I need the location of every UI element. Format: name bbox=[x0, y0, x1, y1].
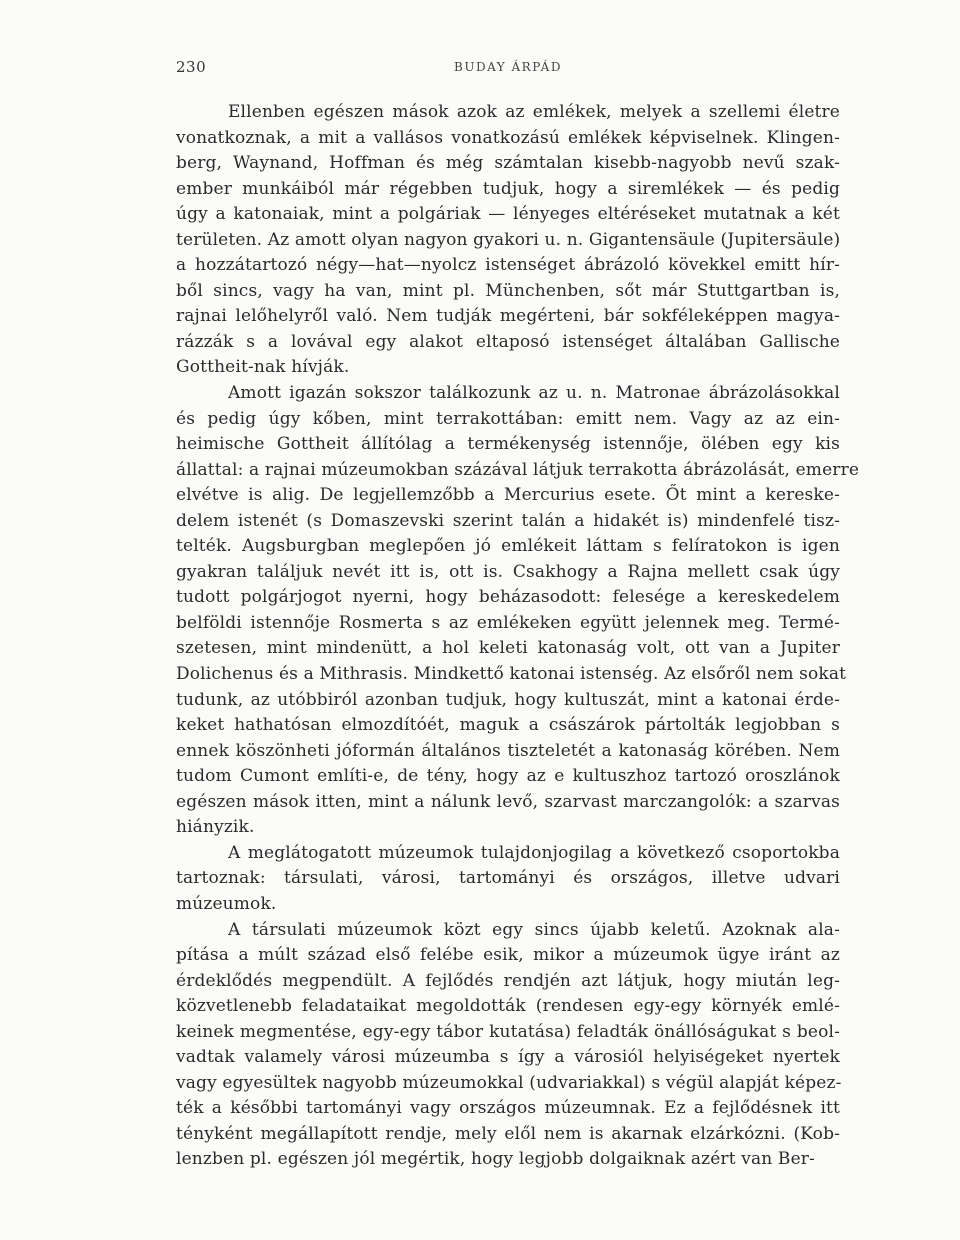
page-header bbox=[176, 58, 840, 84]
text-line: ennek köszönheti jóformán általános tiszteletét a katonaság körében. Nem bbox=[176, 740, 840, 761]
text-line: közvetlenebb feladataikat megoldották (rendesen egy-egy környék emlé- bbox=[176, 996, 840, 1017]
text-line: tényként megállapított rendje, mely elől nem is akarnak elzárkózni. (Kob- bbox=[176, 1123, 840, 1144]
text-line: Dolichenus és a Mithrasis. Mindkettő katonai istenség. Az elsőről nem sokat bbox=[176, 664, 847, 685]
text-line: úgy a katonaiak, mint a polgáriak — lényeges eltéréseket mutatnak a két bbox=[176, 204, 840, 225]
text-line: vagy egyesültek nagyobb múzeumokkal (udvariakkal) s végül alapját képez- bbox=[176, 1072, 842, 1093]
text-line: rázzák s a lovával egy alakot eltaposó istenséget általában Gallische bbox=[176, 331, 840, 352]
running-head: BUDAY ÁRPÁD bbox=[454, 60, 562, 74]
text-line: tudom Cumont említi-e, de tény, hogy az e kultuszhoz tartozó oroszlánok bbox=[176, 766, 840, 787]
text-line: lenzben pl. egészen jól megértik, hogy legjobb dolgaiknak azért van Ber- bbox=[176, 1149, 815, 1170]
page-number: 230 bbox=[176, 58, 207, 76]
text-line: egészen mások itten, mint a nálunk levő, szarvast marczangolók: a szarvas bbox=[176, 791, 840, 812]
text-line: heimische Gottheit állítólag a termékenység istennője, ölében egy kis bbox=[176, 434, 840, 455]
text-line: A társulati múzeumok közt egy sincs újabb keletű. Azoknak ala- bbox=[228, 919, 840, 940]
text-line: vadtak valamely városi múzeumba s így a városiól helyiségeket nyertek bbox=[176, 1047, 840, 1068]
text-line: keket hathatósan elmozdítóét, maguk a császárok pártolták legjobban s bbox=[176, 715, 840, 736]
paragraph bbox=[176, 381, 860, 841]
text-line: ember munkáiból már régebben tudjuk, hogy a siremlékek — és pedig bbox=[176, 178, 840, 199]
text-line: tudunk, az utóbbiról azonban tudjuk, hogy kultuszát, mint a katonai érde- bbox=[176, 689, 840, 710]
text-line: hiányzik. bbox=[176, 817, 255, 838]
text-line: gyakran találjuk nevét itt is, ott is. Csakhogy a Rajna mellett csak úgy bbox=[176, 561, 840, 582]
text-line: rajnai lelőhelyről való. Nem tudják megérteni, bár sokféleképpen magya- bbox=[176, 306, 840, 327]
text-line: és pedig úgy kőben, mint terrakottában: emitt nem. Vagy az az ein- bbox=[176, 408, 840, 429]
text-line: a hozzátartozó négy—hat—nyolcz istenséget ábrázoló kövekkel emitt hír- bbox=[176, 255, 840, 276]
paragraph bbox=[176, 918, 840, 1173]
text-line: szetesen, mint mindenütt, a hol keleti katonaság volt, ott van a Jupiter bbox=[176, 638, 840, 659]
text-line: keinek megmentése, egy-egy tábor kutatása) feladták önállóságukat s beol- bbox=[176, 1021, 840, 1042]
text-line: delem istenét (s Domaszevski szerint talán a hidakét is) mindenfelé tisz- bbox=[176, 510, 840, 531]
text-line: Gottheit-nak hívják. bbox=[176, 357, 350, 378]
text-line: A meglátogatott múzeumok tulajdonjogilag a következő csoportokba bbox=[228, 842, 840, 863]
text-line: berg, Waynand, Hoffman és még számtalan kisebb-nagyobb nevű szak- bbox=[176, 153, 840, 174]
text-line: ből sincs, vagy ha van, mint pl. Münchenben, sőt már Stuttgartban is, bbox=[176, 280, 840, 301]
text-line: területen. Az amott olyan nagyon gyakori u. n. Gigantensäule (Jupitersäule) bbox=[176, 229, 841, 250]
body-text bbox=[176, 100, 860, 1173]
text-line: telték. Augsburgban meglepően jó emlékeit láttam s felíratokon is igen bbox=[176, 536, 840, 557]
text-line: múzeumok. bbox=[176, 893, 277, 914]
paragraph bbox=[176, 100, 840, 381]
text-line: tudott polgárjogot nyerni, hogy beházasodott: felesége a kereskedelem bbox=[176, 587, 840, 608]
text-line: elvétve is alig. De legjellemzőbb a Mercurius esete. Őt mint a kereske- bbox=[176, 485, 840, 506]
text-line: ték a későbbi tartományi vagy országos múzeumnak. Ez a fejlődésnek itt bbox=[176, 1098, 840, 1119]
text-line: állattal: a rajnai múzeumokban százával látjuk terrakotta ábrázolását, emerre bbox=[176, 459, 860, 480]
text-line: pítása a múlt század első felébe esik, mikor a múzeumok ügye iránt az bbox=[176, 945, 840, 966]
text-line: Amott igazán sokszor találkozunk az u. n. Matronae ábrázolásokkal bbox=[228, 383, 840, 404]
text-line: belföldi istennője Rosmerta s az emlékeken együtt jelennek meg. Termé- bbox=[176, 612, 840, 633]
text-line: vonatkoznak, a mit a vallásos vonatkozású emlékek képviselnek. Klingen- bbox=[176, 127, 840, 148]
text-line: érdeklődés megpendült. A fejlődés rendjén azt látjuk, hogy miután leg- bbox=[176, 970, 840, 991]
text-line: Ellenben egészen mások azok az emlékek, melyek a szellemi életre bbox=[228, 102, 840, 122]
text-line: tartoznak: társulati, városi, tartományi és országos, illetve udvari bbox=[176, 868, 840, 889]
paragraph bbox=[176, 841, 840, 918]
